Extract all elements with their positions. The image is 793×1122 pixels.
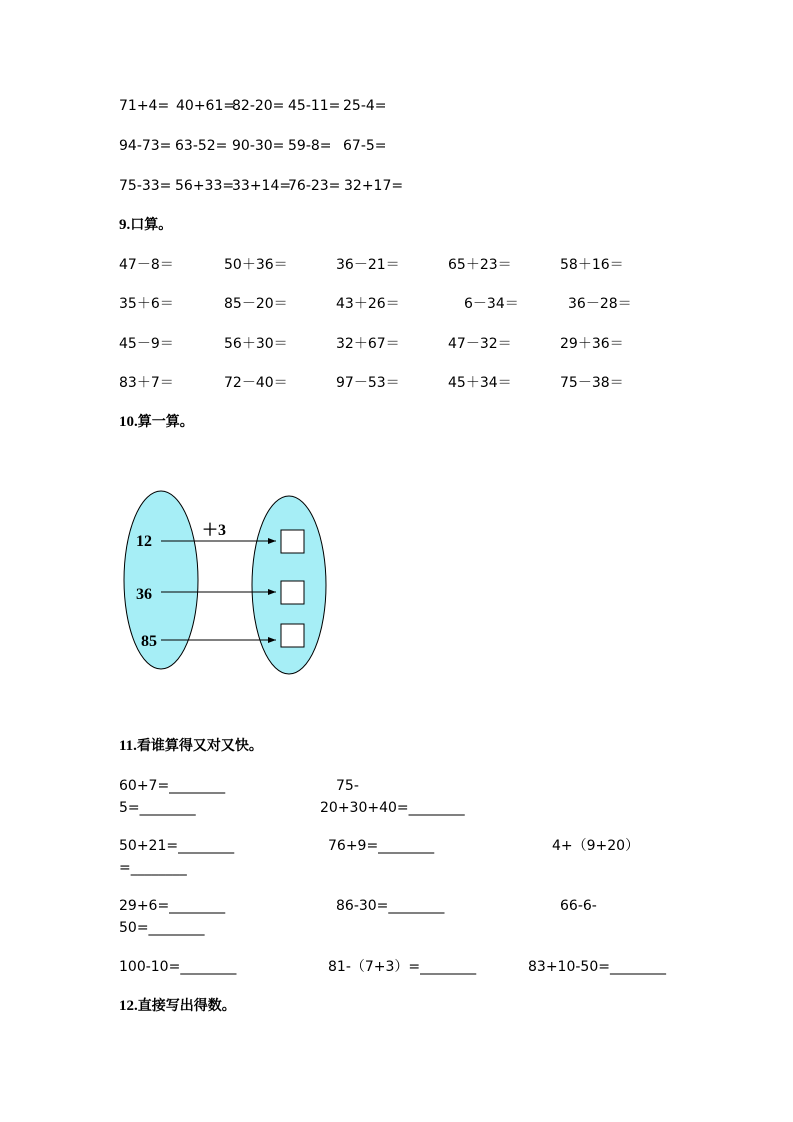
answer-box[interactable] <box>281 530 304 553</box>
exercise: 76-23= <box>288 178 341 194</box>
exercise: 47－8＝ <box>119 257 174 273</box>
fill-blank-exercise: 66-6- <box>560 898 597 914</box>
fill-blank-exercise: 83+10-50=________ <box>528 959 666 975</box>
exercise: 40+61= <box>176 98 236 114</box>
exercise: 58＋16＝ <box>560 257 624 273</box>
question-number: 10. <box>119 414 138 430</box>
question-11-heading <box>119 737 263 755</box>
exercise: 56＋30＝ <box>224 336 288 352</box>
exercise: 32+17= <box>344 178 404 194</box>
exercise: 47－32＝ <box>448 336 512 352</box>
exercise: 94-73= <box>119 138 172 154</box>
fill-blank-exercise: 86-30=________ <box>336 898 445 914</box>
question-title: 口算。 <box>130 217 173 233</box>
exercise: 45－9＝ <box>119 336 174 352</box>
fill-blank-exercise: 4+（9+20） <box>552 838 640 854</box>
question-number: 11. <box>119 738 137 754</box>
fill-blank-exercise: 75- <box>336 778 359 794</box>
fill-blank-exercise: 60+7=________ <box>119 778 226 794</box>
exercise: 83＋7＝ <box>119 375 174 391</box>
exercise: 63-52= <box>175 138 228 154</box>
exercise: 36－28＝ <box>568 296 632 312</box>
operator-label: ＋3 <box>202 522 227 539</box>
answer-box[interactable] <box>281 624 304 647</box>
exercise: 75－38＝ <box>560 375 624 391</box>
fill-blank-exercise: 81-（7+3）=________ <box>328 959 477 975</box>
exercise: 33+14= <box>232 178 292 194</box>
exercise: 56+33= <box>175 178 235 194</box>
exercise: 65＋23＝ <box>448 257 512 273</box>
exercise: 32＋67＝ <box>336 336 400 352</box>
question-10-heading <box>119 413 194 431</box>
exercise: 82-20= <box>232 98 285 114</box>
fill-blank-exercise: 5=________ <box>119 800 196 816</box>
question-title: 算一算。 <box>137 414 194 430</box>
question-number: 9. <box>119 217 131 233</box>
question-9-heading <box>119 216 172 234</box>
exercise: 90-30= <box>232 138 285 154</box>
question-title: 直接写出得数。 <box>137 998 236 1014</box>
input-set-ellipse <box>124 491 198 669</box>
exercise: 45＋34＝ <box>448 375 512 391</box>
mapping-diagram <box>120 486 340 682</box>
exercise: 97－53＝ <box>336 375 400 391</box>
answer-box[interactable] <box>281 581 304 604</box>
fill-blank-exercise: 50=________ <box>119 920 205 936</box>
fill-blank-exercise: 20+30+40=________ <box>320 800 465 816</box>
exercise: 72－40＝ <box>224 375 288 391</box>
exercise: 75-33= <box>119 178 172 194</box>
fill-blank-exercise: 76+9=________ <box>328 838 435 854</box>
exercise: 43＋26＝ <box>336 296 400 312</box>
exercise: 36－21＝ <box>336 257 400 273</box>
input-number: 12 <box>136 533 152 550</box>
fill-blank-exercise: 50+21=________ <box>119 838 235 854</box>
exercise: 71+4= <box>119 98 170 114</box>
fill-blank-exercise: =________ <box>119 860 187 876</box>
exercise: 29＋36＝ <box>560 336 624 352</box>
question-title: 看谁算得又对又快。 <box>136 738 263 754</box>
exercise: 6－34＝ <box>464 296 519 312</box>
exercise: 50＋36＝ <box>224 257 288 273</box>
fill-blank-exercise: 29+6=________ <box>119 898 226 914</box>
exercise: 67-5= <box>343 138 387 154</box>
fill-blank-exercise: 100-10=________ <box>119 959 237 975</box>
exercise: 45-11= <box>288 98 341 114</box>
exercise: 59-8= <box>288 138 332 154</box>
exercise: 35＋6＝ <box>119 296 174 312</box>
question-number: 12. <box>119 998 138 1014</box>
input-number: 36 <box>136 586 152 603</box>
input-number: 85 <box>141 633 157 650</box>
exercise: 25-4= <box>343 98 387 114</box>
question-12-heading <box>119 997 236 1015</box>
exercise: 85－20＝ <box>224 296 288 312</box>
